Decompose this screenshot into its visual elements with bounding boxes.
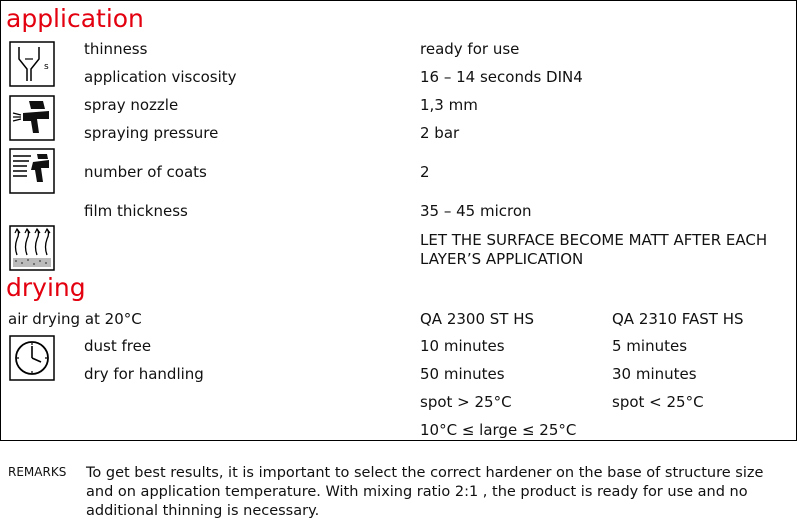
dry-for-handling-qa2310: 30 minutes (612, 365, 697, 383)
dry-for-handling-qa2300: 50 minutes (420, 365, 505, 383)
dust-free-qa2310: 5 minutes (612, 337, 688, 355)
number-of-coats-label: number of coats (84, 163, 207, 181)
flash-off-note-line-2: LAYER’S APPLICATION (420, 250, 584, 268)
clock-icon (9, 335, 55, 381)
spray-coats-icon (9, 148, 55, 194)
spray-nozzle-label: spray nozzle (84, 96, 179, 114)
spot-note-qa2310: spot < 25°C (612, 393, 704, 411)
remarks-label: REMARKS (8, 465, 67, 479)
svg-text:s: s (44, 62, 49, 72)
flash-off-note-line-1: LET THE SURFACE BECOME MATT AFTER EACH (420, 231, 768, 249)
remarks-text: To get best results, it is important to select the correct hardener on the base of structure size and on application temperature. With mixing ratio 2:1 , the product is ready for use and no additional thinning is necessary. (86, 465, 764, 519)
spray-gun-icon (9, 95, 55, 141)
dry-for-handling-label: dry for handling (84, 365, 204, 383)
spray-nozzle-value: 1,3 mm (420, 96, 478, 114)
column-qa-2310: QA 2310 FAST HS (612, 310, 744, 328)
film-thickness-value: 35 – 45 micron (420, 202, 532, 220)
air-drying-subheading: air drying at 20°C (8, 310, 142, 328)
thinness-label: thinness (84, 40, 148, 58)
number-of-coats-value: 2 (420, 163, 430, 181)
drying-heading: drying (6, 273, 86, 302)
viscosity-cup-icon (9, 41, 55, 87)
dust-free-label: dust free (84, 337, 152, 355)
large-note-qa2300: 10°C ≤ large ≤ 25°C (420, 421, 577, 439)
spraying-pressure-value: 2 bar (420, 124, 460, 142)
column-qa-2300: QA 2300 ST HS (420, 310, 535, 328)
thinness-value: ready for use (420, 40, 520, 58)
film-thickness-label: film thickness (84, 202, 188, 220)
application-viscosity-label: application viscosity (84, 68, 237, 86)
flash-off-icon (9, 225, 55, 271)
application-viscosity-value: 16 – 14 seconds DIN4 (420, 68, 583, 86)
application-heading: application (6, 4, 144, 33)
spraying-pressure-label: spraying pressure (84, 124, 219, 142)
spot-note-qa2300: spot > 25°C (420, 393, 512, 411)
dust-free-qa2300: 10 minutes (420, 337, 505, 355)
